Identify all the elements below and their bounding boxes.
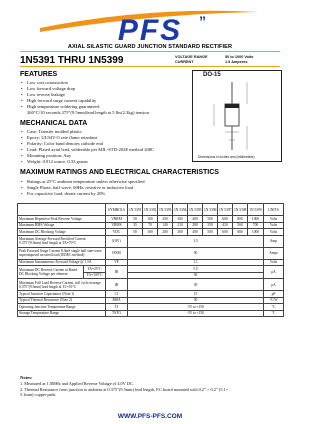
row-value: 350 <box>203 222 218 229</box>
row-symbol: VDC <box>106 229 128 236</box>
mechanical-item: • Weight: 0.012 ounce, 0.33 grams <box>20 159 154 165</box>
row-value: 210 <box>173 222 188 229</box>
features-list <box>20 80 149 117</box>
feature-item: • Low reverse leakage <box>20 92 149 98</box>
row-value: 50 <box>128 247 264 259</box>
row-parameter: Typical Junction Capacitance (Note 1) <box>18 291 106 298</box>
mechanical-item: • Polarity: Color band denotes cathode end <box>20 141 154 147</box>
row-unit: pF <box>264 291 284 298</box>
header-part: 1N 5394 <box>173 204 188 216</box>
row-symbol: VRRM <box>106 216 128 223</box>
mechanical-item: • Lead: Plated axial lead, solderable per MIL-STD-202E method 208C <box>20 147 154 153</box>
ratings-item: • Ratings at 25°C ambient temperature unless otherwise specified <box>20 179 145 185</box>
header-part: 1N 5393 <box>158 204 173 216</box>
table-row <box>18 310 284 317</box>
row-value: 200 <box>158 216 173 223</box>
row-parameter: Storage Temperature Range <box>18 310 106 317</box>
row-value: 800 <box>233 216 248 223</box>
row-value: 800 <box>233 229 248 236</box>
row-parameter: Maximum DC Blocking Voltage <box>18 229 106 236</box>
row-parameter: Maximum Average Forward Rectified Current 0.375”(9.5mm) lead length at TA=70°C <box>18 235 106 247</box>
voltage-value: 50 to 1000 Volts <box>225 55 254 59</box>
row-condition: TA=100°C <box>84 272 106 279</box>
footer-url: WWW.PFS-PFS.COM <box>117 413 183 420</box>
row-value: 5.0 <box>128 266 264 273</box>
title-divider <box>20 51 280 52</box>
header-part: 1N 5395 <box>188 204 203 216</box>
document-title: AXIAL SILASTIC GUARD JUNCTION STANDARD RECTIFIER <box>67 44 233 50</box>
row-value: 300 <box>173 216 188 223</box>
row-value: 700 <box>248 222 264 229</box>
table-row <box>18 279 284 291</box>
row-unit: °C <box>264 304 284 311</box>
header-units: UNITS <box>264 204 284 216</box>
pfs-logo <box>0 0 300 50</box>
row-value: 500 <box>203 216 218 223</box>
current-label: CURRENT <box>175 60 194 64</box>
ratings-table <box>17 203 284 317</box>
row-parameter: Maximum Full Load Reverse Current, full cycle average 0.375”(9.5mm) lead length at TL=55°C <box>18 279 106 291</box>
feature-item: • Low forward voltage drop <box>20 86 149 92</box>
row-unit: Volts <box>264 216 284 223</box>
mechanical-item: • Mounting position: Any <box>20 153 154 159</box>
row-value: 600 <box>218 216 233 223</box>
row-value: 1.1 <box>128 259 264 266</box>
note-item: 2. Thermal Resistance from junction to ambient at 0.375”(9.5mm) lead length, P.C.board mounted with 0.2” × 0.2” (5.1× <box>20 386 229 392</box>
cathode-band <box>225 104 239 108</box>
row-unit: Volts <box>264 259 284 266</box>
note-item: 5.1mm) copper pads. <box>20 392 57 398</box>
row-parameter: Maximum Instantaneous Forward Voltage @ 1.5A <box>18 259 106 266</box>
row-symbol: VRMS <box>106 222 128 229</box>
row-value: 300 <box>173 229 188 236</box>
notes-section <box>20 375 228 398</box>
row-value: 420 <box>218 222 233 229</box>
header-part: 1N 5397 <box>218 204 233 216</box>
package-label: DO-15 <box>203 72 221 78</box>
row-parameter: Maximum DC Reverse Current at Rated DC Blocking Voltage per element <box>18 266 84 279</box>
header-part: 1N 5392 <box>143 204 158 216</box>
feature-item: • High forward surge current capability <box>20 98 149 104</box>
logo-quote-mark: ” <box>199 13 206 29</box>
notes-title: Notes: <box>20 375 33 380</box>
row-symbol: RθJA <box>106 297 128 304</box>
part-range: 1N5391 THRU 1N5399 <box>20 55 124 66</box>
row-unit: Volts <box>264 222 284 229</box>
row-value: 1000 <box>248 229 264 236</box>
row-unit: Volts <box>264 229 284 236</box>
note-item: 1. Measured at 1.0MHz and Applied Reverse Voltage of 4.0V DC. <box>20 380 134 386</box>
header-part: 1N 5391 <box>128 204 143 216</box>
row-value: 100 <box>143 216 158 223</box>
table-row <box>18 235 284 247</box>
row-parameter: Operating Junction Temperature Range <box>18 304 106 311</box>
row-value: 50 <box>128 272 264 279</box>
row-symbol: IR <box>106 279 128 291</box>
row-symbol: TJ <box>106 304 128 311</box>
header-symbols: SYMBOLS <box>106 204 128 216</box>
header-part: 1N 5398 <box>233 204 248 216</box>
features-title: FEATURES <box>20 71 58 78</box>
voltage-label: VOLTAGE RANGE <box>175 55 208 59</box>
row-value: 35 <box>128 222 143 229</box>
ratings-item: • For capacitive load, derate current by 20% <box>20 191 145 197</box>
row-value: 400 <box>188 229 203 236</box>
feature-item: • High temperature soldering guaranteed: <box>20 104 149 110</box>
row-unit: Amp <box>264 235 284 247</box>
row-value: 140 <box>158 222 173 229</box>
row-symbol: I(AV) <box>106 235 128 247</box>
voltage-current-block <box>175 55 285 66</box>
row-parameter: Maximum RMS Voltage <box>18 222 106 229</box>
ratings-title: MAXIMUM RATINGS AND ELECTRICAL CHARACTERISTICS <box>20 169 219 176</box>
row-unit: Amps <box>264 247 284 259</box>
ratings-item: • Single Phase, half wave, 60Hz, resistive or inductive load <box>20 185 145 191</box>
row-value: 70 <box>143 222 158 229</box>
row-value: 600 <box>218 229 233 236</box>
row-value: -55 to +150 <box>128 310 264 317</box>
ratings-table-body <box>18 204 284 317</box>
row-symbol: CJ <box>106 291 128 298</box>
logo-text: PFS <box>117 14 183 47</box>
header-part: 1N 5399 <box>248 204 264 216</box>
mechanical-title: MECHANICAL DATA <box>20 120 88 127</box>
mechanical-item: • Case: Transfer molded plastic <box>20 129 154 135</box>
table-header-row <box>18 204 284 216</box>
header-divider <box>20 66 280 67</box>
header-blank <box>18 204 106 216</box>
row-value: 50 <box>128 216 143 223</box>
row-value: 50 <box>128 297 264 304</box>
row-value: 200 <box>158 229 173 236</box>
table-row <box>18 247 284 259</box>
row-value: 15 <box>128 291 264 298</box>
row-symbol: TSTG <box>106 310 128 317</box>
row-value: 400 <box>188 216 203 223</box>
row-value: 280 <box>188 222 203 229</box>
row-value: 30 <box>128 279 264 291</box>
row-symbol: IFSM <box>106 247 128 259</box>
ratings-list <box>20 179 145 197</box>
row-parameter: Peak Forward Surge Current 8.3mS single half sine-wave superimposed on rated load (JEDEC method) <box>18 247 106 259</box>
row-unit: °C/W <box>264 297 284 304</box>
row-parameter: Typical Thermal Resistance (Note 2) <box>18 297 106 304</box>
row-value: 560 <box>233 222 248 229</box>
header-part: 1N 5396 <box>203 204 218 216</box>
mechanical-list <box>20 129 154 166</box>
row-value: 50 <box>128 229 143 236</box>
row-parameter: Maximum Repetitive Peak Reverse Voltage <box>18 216 106 223</box>
row-value: 1.5 <box>128 235 264 247</box>
row-value: 1000 <box>248 216 264 223</box>
diode-outline-drawing <box>192 78 282 154</box>
mechanical-item: • Epoxy: UL94V-O rate flame retardant <box>20 135 154 141</box>
row-symbol: IR <box>106 266 128 279</box>
row-value: 500 <box>203 229 218 236</box>
row-value: -55 to +150 <box>128 304 264 311</box>
row-value: 100 <box>143 229 158 236</box>
row-unit: μA <box>264 279 284 291</box>
feature-item: • Low cost construction <box>20 80 149 86</box>
package-note: Dimensions in inches and (millimeters) <box>198 155 255 159</box>
feature-item: 260°C/10 seconds,375”(9.5mm)lead length at 5 lbs(2.3kg) tension <box>27 110 149 116</box>
row-unit: °C <box>264 310 284 317</box>
row-symbol: VF <box>106 259 128 266</box>
row-unit: μA <box>264 266 284 279</box>
current-value: 1.5 Amperes <box>225 60 248 64</box>
row-condition: TA=25°C <box>84 266 106 273</box>
